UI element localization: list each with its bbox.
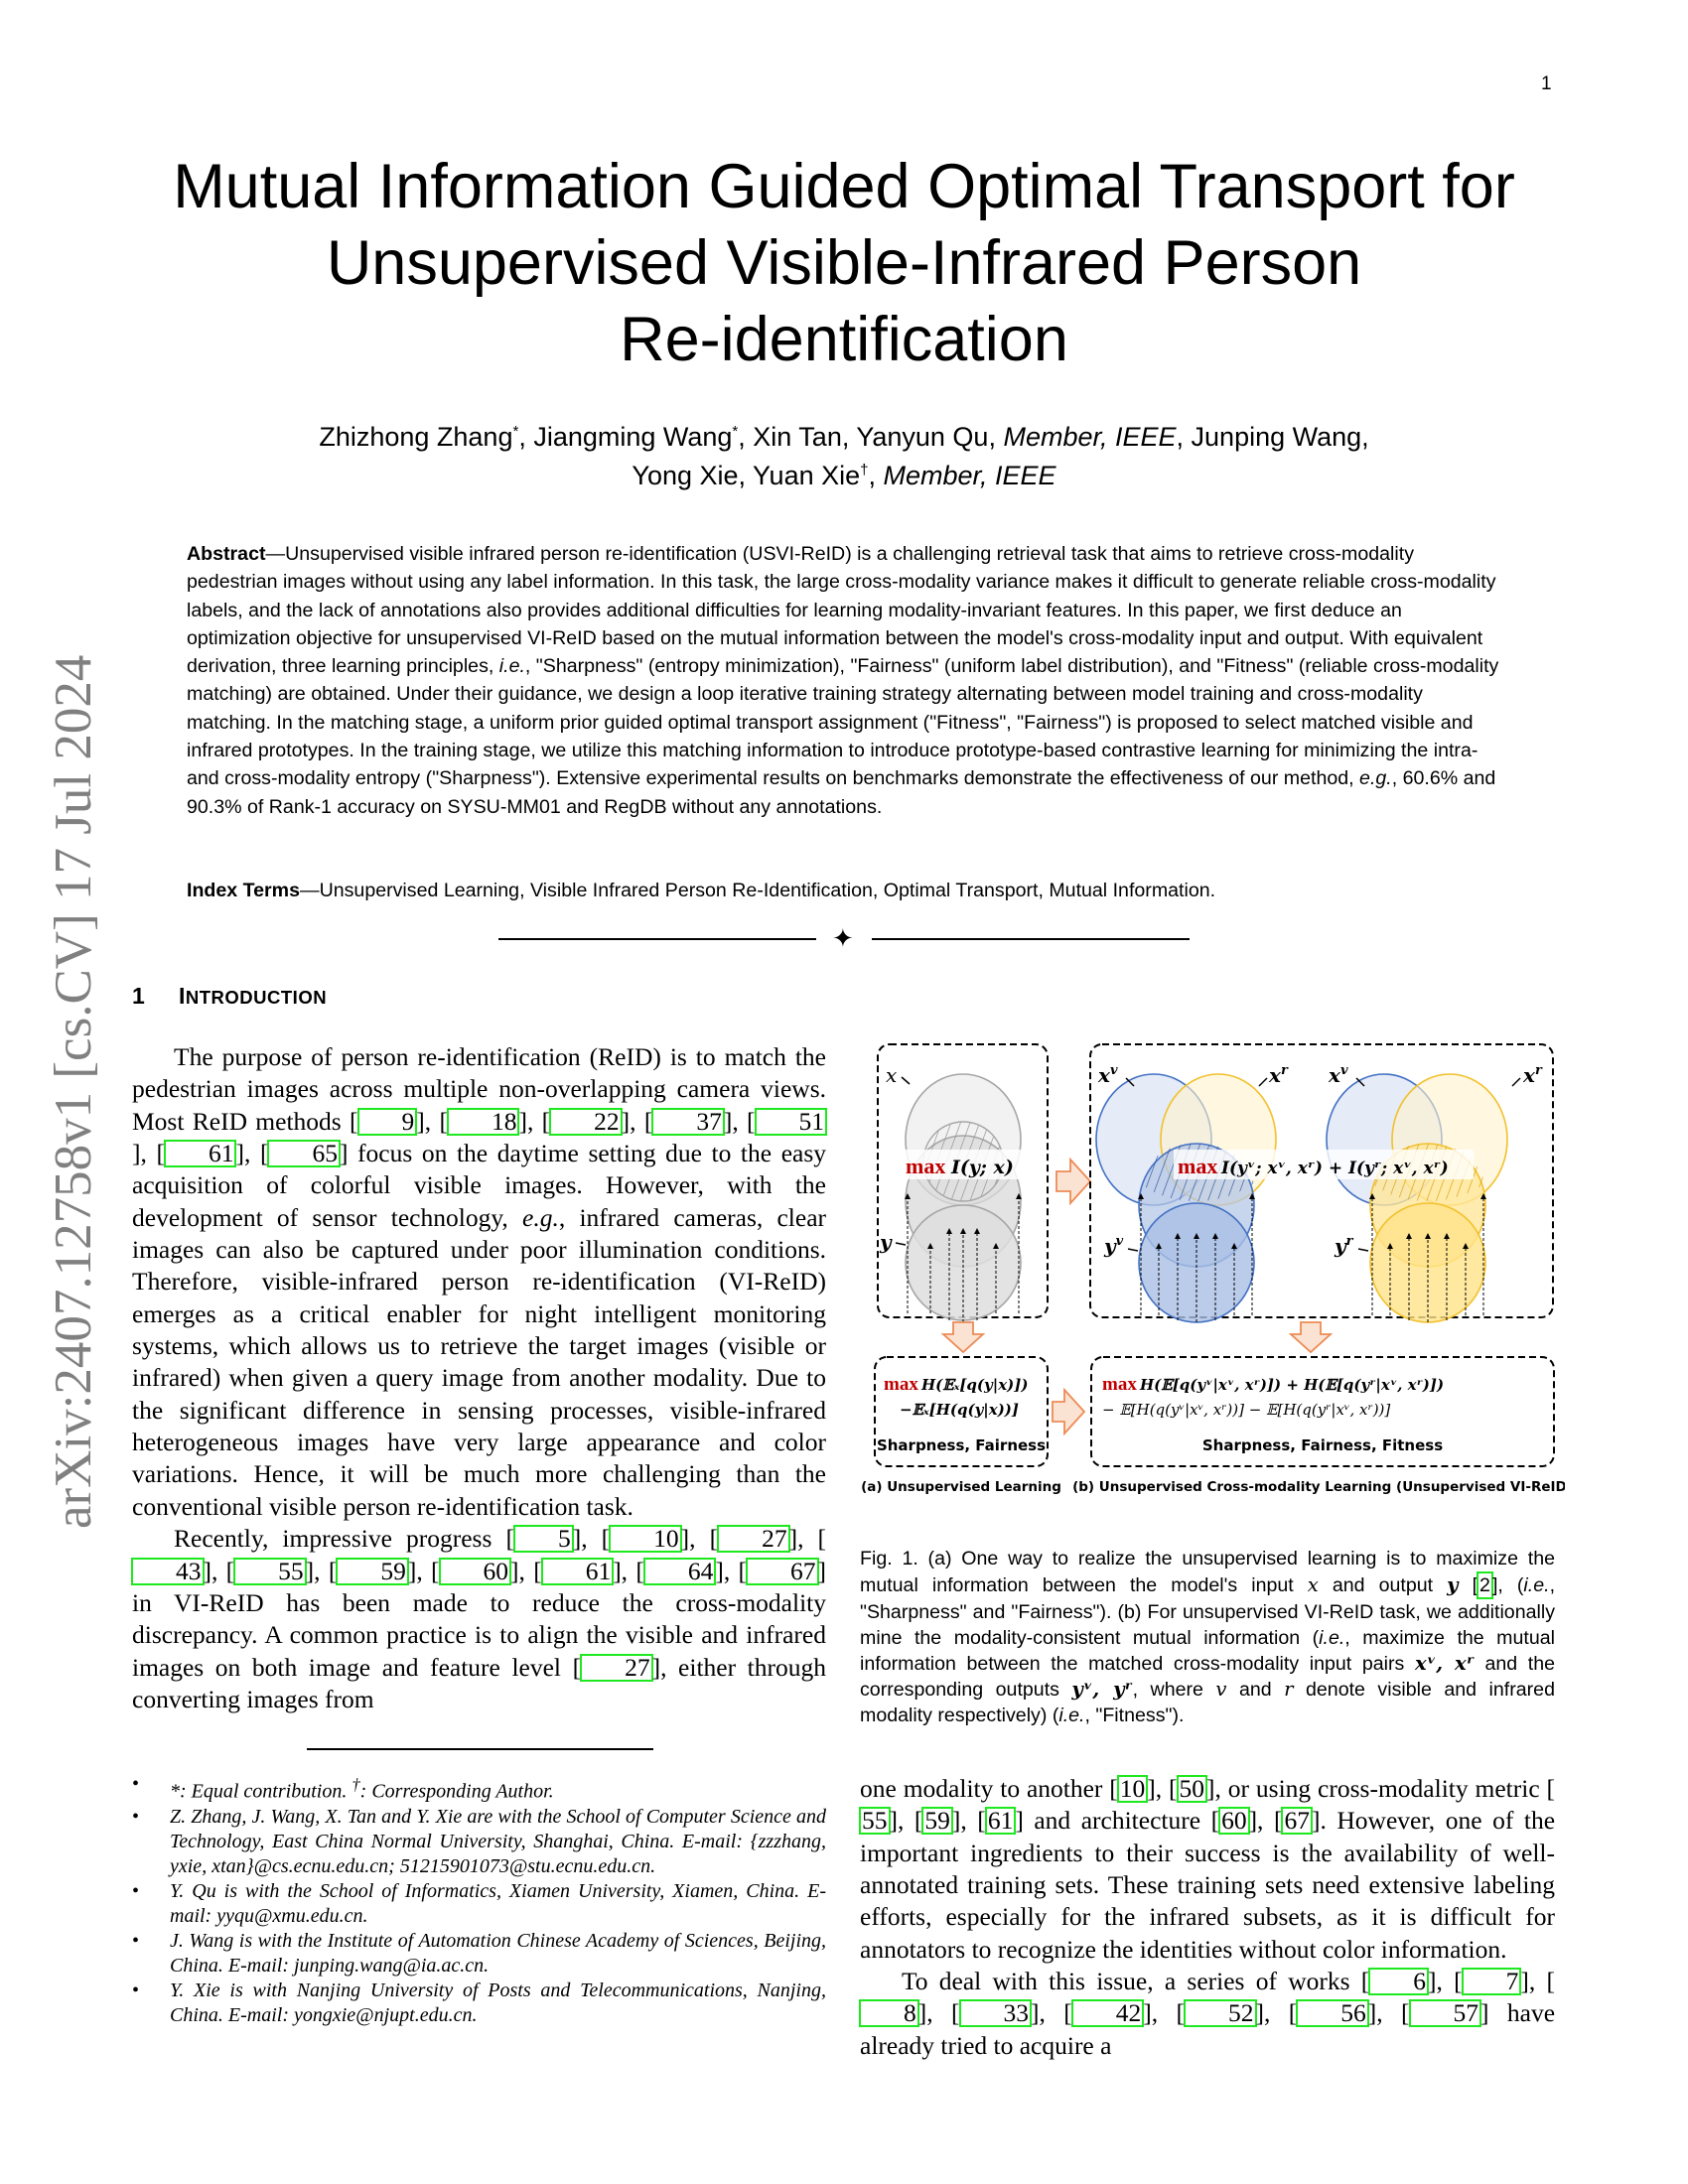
citation-link[interactable]: 61 (985, 1807, 1017, 1835)
math-symbol: r (1284, 1678, 1294, 1701)
separator-text: , (868, 461, 884, 490)
paragraph (860, 1773, 1555, 1966)
citation-link[interactable]: 27 (580, 1654, 653, 1682)
body-text: ], [ (518, 1106, 551, 1136)
body-text: ], [ (1143, 1998, 1185, 2028)
body-text: ], [ (132, 1139, 165, 1168)
citation-link[interactable]: 60 (1218, 1807, 1250, 1835)
panel-a-formula-line-2: −𝔼ₓ[H(q(y|x))] (900, 1401, 1019, 1419)
citation-link[interactable]: 57 (1409, 1999, 1482, 2027)
page-number: 1 (1541, 73, 1552, 94)
body-text: ], [ (1428, 1967, 1463, 1996)
subcaption-b: (b) Unsupervised Cross-modality Learning (Unsupervised VI-ReID) (1072, 1479, 1565, 1495)
body-text: ], [ (621, 1106, 653, 1136)
paragraph (132, 1041, 826, 1523)
body-text: ], [ (1248, 1806, 1283, 1836)
citation-link[interactable]: 61 (164, 1140, 237, 1167)
section-heading-introduction (132, 983, 327, 1010)
body-text: ], [ (510, 1556, 542, 1585)
caption-text: , "Fitness"). (1084, 1705, 1185, 1726)
body-text: ], [ (407, 1556, 440, 1585)
arrow-down-icon (943, 1322, 983, 1352)
body-text: ], or using cross-modality metric [ (1206, 1774, 1556, 1803)
citation-link[interactable]: 6 (1368, 1968, 1429, 1995)
body-text: ] in VI-ReID has been made to reduce the cross-modality discrepancy. A common practice is to align the visible and infrared images on both image and feature level [ (132, 1556, 827, 1682)
citation-link[interactable]: 65 (267, 1140, 341, 1167)
caption-text: , "Sharpness" and "Fairness"). (b) For unsupervised VI-ReID task, we additionally mine the modality-consistent mutual information ( (860, 1574, 1556, 1649)
math-symbol: v (1215, 1678, 1227, 1701)
citation-link[interactable]: 67 (746, 1558, 819, 1585)
panel-b-venn (1090, 1044, 1553, 1322)
arrow-down-icon (1291, 1322, 1331, 1352)
footnote-item: • Y. Xie is with Nanjing University of Posts and Telecommunications, Nanjing, China. E-mail: yongxie@njupt.edu.cn. (132, 1979, 826, 2028)
figure-1 (860, 1032, 1565, 1509)
body-text: ], [ (680, 1524, 719, 1554)
paragraph (132, 1523, 826, 1715)
em-dash: — (299, 880, 320, 901)
panel-a-formula-line-1: H(𝔼ₓ[q(y|x)]) (921, 1376, 1029, 1394)
equal-contribution-mark: * (732, 423, 739, 440)
body-text: ], [ (1147, 1774, 1178, 1803)
body-text: ], [ (951, 1806, 986, 1836)
body-text: ], [ (1520, 1967, 1556, 1996)
panel-b-xr-label-1: $x^r$ (1269, 1063, 1288, 1087)
citation-link[interactable]: 42 (1071, 1999, 1145, 2027)
body-text: ], [ (203, 1556, 235, 1585)
abstract-text: Unsupervised visible infrared person re-identification (USVI-ReID) is a challenging retrieval task that aims to retrieve cross-modality pedestrian images without using any label information. In this task, the large cross-modality variance makes it difficult to generate reliable cross-modality labels, and the lack of annotations also provides additional difficulties for learning modality-invariant features. In this paper, we first deduce an optimization objective for unsupervised VI-ReID based on the mutual information between the model's cross-modality input and output. With equivalent derivation, three learning principles, (187, 543, 1496, 678)
body-text: ], [ (723, 1106, 756, 1136)
caption-text: and (1226, 1679, 1285, 1701)
abbrev-ie: i.e. (1319, 1627, 1345, 1649)
body-text: ], [ (917, 1998, 960, 2028)
panel-b-max-label: max (1178, 1154, 1218, 1178)
equal-contribution-mark: * (512, 423, 519, 440)
body-text: ], either through converting images from (132, 1652, 826, 1713)
abstract (187, 540, 1499, 821)
citation-link[interactable]: 64 (643, 1558, 717, 1585)
footnote-text: : Corresponding Author. (359, 1780, 554, 1803)
separator-line-left (498, 938, 816, 940)
author-line-2 (99, 454, 1589, 492)
body-text: ]. However, one of the important ingredients to their success is the availability of well-annotated training sets. These training sets need extensive labeling efforts, especially for the infrared subsets, as it is difficult for annotators to recognize the identities without color information. (860, 1806, 1556, 1964)
author-name: , Junping Wang, (1176, 422, 1369, 452)
panel-b-formula-line-2: − 𝔼[H(q(yᵛ|xᵛ, xʳ))] − 𝔼[H(q(yʳ|xᵛ, xʳ))] (1102, 1401, 1391, 1419)
citation-link[interactable]: 67 (1281, 1807, 1313, 1835)
panel-a-objective: I(y; x) (951, 1157, 1014, 1178)
body-column-right (860, 1773, 1555, 2062)
author-line-1 (99, 415, 1589, 454)
panel-b-xv-label-1: $x^v$ (1098, 1063, 1118, 1087)
caption-text: , maximize the mutual information between the matched cross-modality input pairs (860, 1627, 1555, 1675)
abbrev-ie: i.e. (1523, 1574, 1550, 1596)
caption-text: Fig. 1. (a) One way to realize the unsupervised learning is to maximize the mutual information between the model's input (860, 1548, 1555, 1596)
abbrev-ie: i.e. (498, 655, 525, 678)
citation-link[interactable]: 9 (357, 1108, 418, 1136)
citation-link[interactable]: 33 (959, 1999, 1033, 2027)
figure-1-caption (860, 1546, 1555, 1728)
body-text: ], [ (572, 1524, 611, 1554)
citation-link[interactable]: 8 (859, 1999, 919, 2027)
author-name: , Jiangming Wang (518, 422, 733, 452)
arxiv-identifier-stamp: arXiv:2407.12758v1 [cs.CV] 17 Jul 2024 (45, 654, 102, 1529)
index-terms-label: Index Terms (187, 880, 300, 901)
arrow-right-icon (1053, 1390, 1084, 1433)
footnotes (132, 1772, 826, 2028)
citation-link[interactable]: 22 (549, 1108, 623, 1136)
body-text: Recently, impressive progress [ (174, 1524, 514, 1554)
panel-a-principles: Sharpness, Fairness (876, 1436, 1047, 1454)
body-text: ], [ (235, 1139, 269, 1168)
author-name: Zhizhong Zhang (319, 422, 513, 452)
math-symbol: y (1447, 1573, 1459, 1596)
footnote-rule (307, 1748, 653, 1750)
separator-line-right (872, 938, 1190, 940)
corresponding-author-mark: † (352, 1775, 360, 1794)
citation-link[interactable]: 55 (233, 1558, 307, 1585)
citation-link[interactable]: 7 (1462, 1968, 1522, 1995)
body-text: To deal with this issue, a series of works [ (902, 1967, 1370, 1996)
caption-text: ], ( (1491, 1574, 1524, 1596)
panel-a-formula-max: max (884, 1374, 918, 1395)
math-symbol: xᵛ, xʳ (1414, 1652, 1475, 1675)
body-text: , infrared cameras, clear images can also be captured under poor illumination conditions. Therefore, visible-infrared person re-identification (VI-ReID) emerges as a critical enabler for night intelligent monitoring systems, which allows us to retrieve the target images (visible or infrared) when given a query image from another modality. Due to the significant difference in sensing processes, visible-infrared heterogeneous images have very large appearance and color variations. Hence, it will be much more challenging than the conventional visible person re-identification task. (132, 1202, 826, 1521)
caption-text: [ (1458, 1574, 1478, 1596)
panel-a-x-label: x (886, 1063, 898, 1087)
body-text: ], [ (613, 1556, 644, 1585)
panel-a-max-label: max (906, 1154, 946, 1178)
body-text: ], [ (1367, 1998, 1410, 2028)
citation-link[interactable]: 59 (336, 1558, 409, 1585)
abbrev-ie: i.e. (1058, 1705, 1085, 1726)
panel-b-objective: I(yᵛ; xᵛ, xʳ) + I(yʳ; xᵛ, xʳ) (1221, 1159, 1449, 1178)
separator-diamond-icon: ✦ (832, 923, 854, 953)
abstract-text: , "Sharpness" (entropy minimization), "Fairness" (uniform label distribution), and "Fitness" (reliable cross-modality matching) are obtained. Under their guidance, we design a loop iterative training strategy alternating between model training and cross-modality matching. In the matching stage, a uniform prior guided optimal transport assignment ("Fitness", "Fairness") is proposed to select matched visible and infrared prototypes. In the training stage, we utilize this matching information to introduce prototype-based contrastive learning for minimizing the intra- and cross-modality entropy ("Sharpness"). Extensive experimental results on benchmarks demonstrate the effectiveness of our method, (187, 655, 1499, 790)
citation-link[interactable]: 51 (755, 1108, 828, 1136)
citation-link[interactable]: 10 (609, 1525, 682, 1553)
author-names: Yong Xie, Yuan Xie (632, 461, 861, 490)
subcaption-a: (a) Unsupervised Learning (861, 1479, 1061, 1495)
abstract-label: Abstract (187, 543, 266, 565)
membership-label: Member, IEEE (883, 461, 1056, 490)
section-title-initial: I (179, 983, 186, 1009)
citation-link[interactable]: 5 (513, 1525, 574, 1553)
figure-1-diagram (860, 1032, 1565, 1509)
title-line-2: Unsupervised Visible-Infrared Person (326, 228, 1362, 298)
panel-b-xv-label-2: $x^v$ (1329, 1063, 1348, 1087)
citation-link[interactable]: 2 (1477, 1571, 1493, 1599)
corresponding-author-mark: † (860, 462, 869, 478)
caption-text: and output (1318, 1574, 1448, 1596)
panel-b-yv-label: $y^v$ (1104, 1234, 1124, 1258)
caption-text: denote visible and infrared modality respectively) ( (860, 1679, 1555, 1726)
footnote-item: • Z. Zhang, J. Wang, X. Tan and Y. Xie are with the School of Computer Science and Technology, East China Normal University, Shanghai, China. E-mail: {zzzhang, yxie, xtan}@cs.ecnu.edu.cn; 51215901073@stu.ecnu.edu.cn. (132, 1805, 826, 1879)
body-text: ], [ (889, 1806, 923, 1836)
citation-link[interactable]: 50 (1177, 1775, 1208, 1803)
body-text: ], [ (788, 1524, 827, 1554)
citation-link[interactable]: 43 (131, 1558, 205, 1585)
citation-link[interactable]: 18 (447, 1108, 520, 1136)
section-title-rest: NTRODUCTION (185, 987, 328, 1008)
caption-text: , where (1132, 1679, 1216, 1701)
panel-b-principles: Sharpness, Fairness, Fitness (1201, 1436, 1444, 1454)
paragraph (860, 1966, 1555, 2062)
body-text: ], [ (305, 1556, 338, 1585)
panel-a-venn (878, 1044, 1048, 1322)
body-column-left (132, 1041, 826, 1715)
body-text: ], [ (1031, 1998, 1072, 2028)
panel-b-formula-line-1: H(𝔼[q(yᵛ|xᵛ, xʳ)]) + H(𝔼[q(yʳ|xᵛ, xʳ)]) (1140, 1376, 1445, 1394)
footnote-item (132, 1772, 826, 1805)
footnote-text: *: Equal contribution. (170, 1780, 352, 1803)
panel-b-formula-max: max (1102, 1374, 1137, 1395)
math-symbol: x (1307, 1573, 1319, 1596)
body-text: ] focus on the daytime setting due to the easy acquisition of colorful visible images. However, with the development of sensor technology, (132, 1139, 827, 1232)
em-dash: — (265, 543, 286, 565)
panel-b-yr-label: $y^r$ (1335, 1234, 1353, 1258)
arrow-right-icon (1056, 1160, 1090, 1203)
panel-a-y-label: y (880, 1230, 892, 1254)
title-line-3: Re-identification (620, 305, 1068, 374)
body-text: one modality to another [ (860, 1774, 1118, 1803)
abbrev-eg: e.g. (1359, 767, 1392, 790)
abbrev-eg: e.g. (522, 1202, 559, 1232)
index-terms-text: Unsupervised Learning, Visible Infrared Person Re-Identification, Optimal Transport, Mutual Information. (319, 880, 1216, 901)
citation-link[interactable]: 59 (921, 1807, 953, 1835)
section-number: 1 (132, 983, 146, 1009)
membership-label: Member, IEEE (1003, 422, 1177, 452)
index-terms (187, 877, 1499, 904)
body-text: ], [ (416, 1106, 448, 1136)
citation-link[interactable]: 60 (439, 1558, 512, 1585)
author-list (99, 415, 1589, 492)
citation-link[interactable]: 55 (859, 1807, 891, 1835)
body-text: ], [ (715, 1556, 748, 1585)
footnote-item: • Y. Qu is with the School of Informatics, Xiamen University, Xiamen, China. E-mail: yyqu@xmu.edu.cn. (132, 1879, 826, 1929)
math-symbol: yᵛ, yʳ (1071, 1678, 1133, 1701)
author-names: , Xin Tan, Yanyun Qu, (738, 422, 1004, 452)
citation-link[interactable]: 37 (651, 1108, 725, 1136)
footnote-item: • J. Wang is with the Institute of Automation Chinese Academy of Sciences, Beijing, China. E-mail: junping.wang@ia.ac.cn. (132, 1929, 826, 1979)
caption-text: and the corresponding outputs (860, 1653, 1555, 1701)
body-text: ] and architecture [ (1015, 1806, 1220, 1836)
body-text: The purpose of person re-identification (ReID) is to match the pedestrian images across multiple non-overlapping camera views. Most ReID methods [ (132, 1042, 826, 1136)
citation-link[interactable]: 61 (541, 1558, 615, 1585)
body-text: ], [ (1255, 1998, 1298, 2028)
paper-title (99, 149, 1589, 378)
title-line-1: Mutual Information Guided Optimal Transport for (173, 152, 1515, 221)
panel-b-objective-box (1091, 1357, 1554, 1466)
panel-a-objective-box (875, 1357, 1048, 1466)
panel-b-xr-label-2: $x^r$ (1523, 1063, 1542, 1087)
abstract-text: , 60.6% and 90.3% of Rank-1 accuracy on SYSU-MM01 and RegDB without any annotations. (187, 767, 1496, 818)
citation-link[interactable]: 56 (1296, 1999, 1369, 2027)
citation-link[interactable]: 10 (1117, 1775, 1149, 1803)
citation-link[interactable]: 52 (1184, 1999, 1257, 2027)
body-text: ] have already tried to acquire a (860, 1998, 1556, 2060)
citation-link[interactable]: 27 (717, 1525, 790, 1553)
